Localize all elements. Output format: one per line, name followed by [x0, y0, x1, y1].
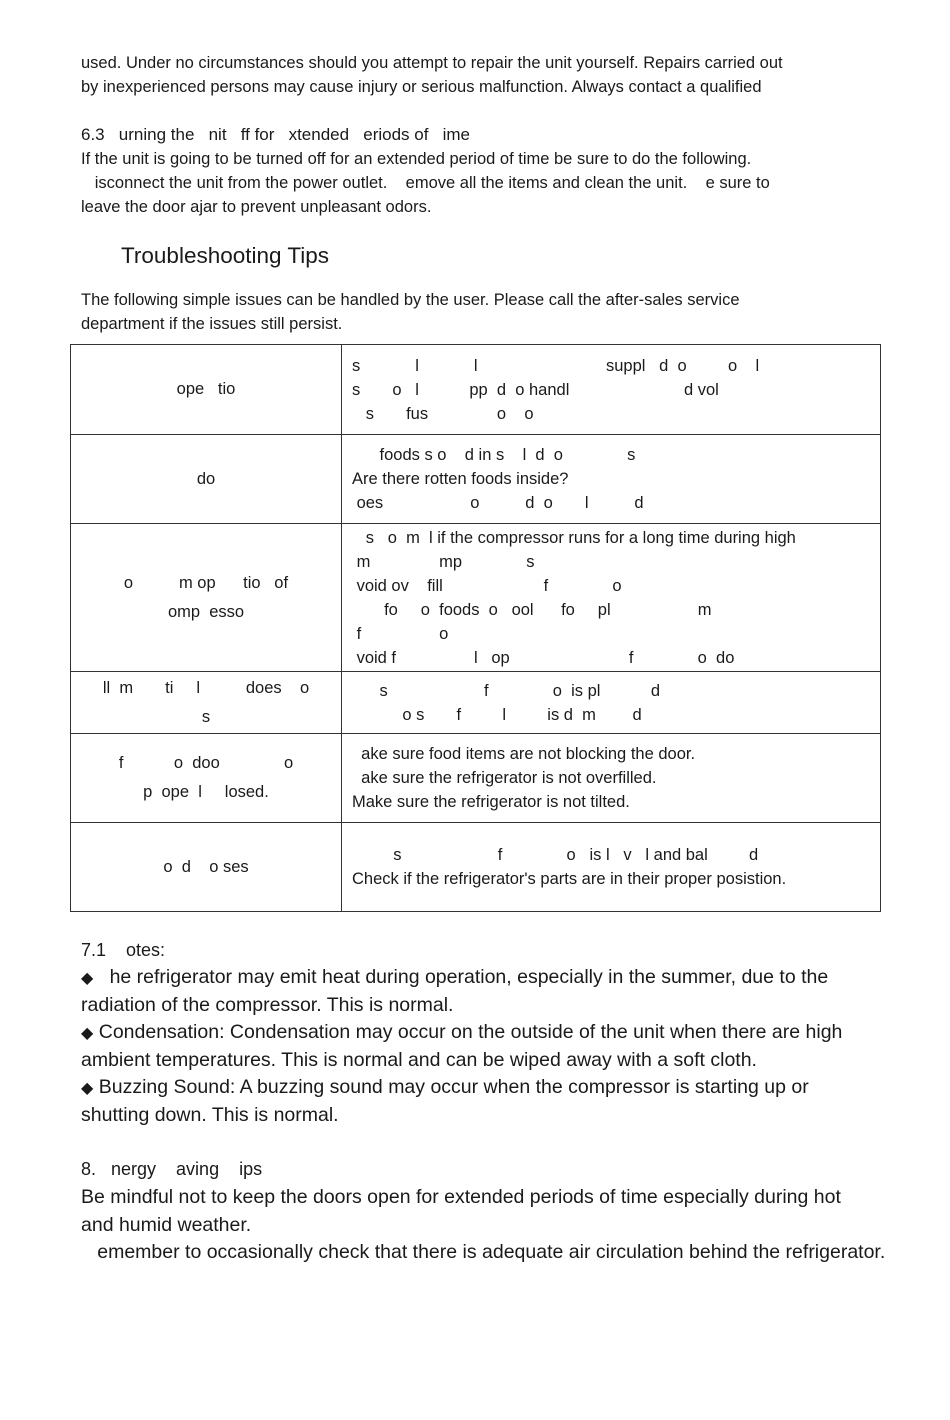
energy-paragraph [81, 1184, 949, 1267]
solution-text: f o [352, 624, 449, 643]
troubleshooting-intro-line: department if the issues still persist. [81, 315, 343, 333]
troubleshooting-intro-line: The following simple issues can be handled by the user. Please call the after-sales service [81, 291, 740, 309]
solution-text: s f o is l v l and bal d [352, 846, 759, 864]
table-row [71, 345, 881, 435]
problem-text: s [201, 707, 211, 726]
solution-text: m mp s [352, 552, 535, 571]
note-text: Condensation: Condensation may occur on the outside of the unit when there are high [93, 1021, 843, 1043]
problem-cell [71, 734, 342, 823]
solution-text: foods s o d in s l d o s [352, 446, 636, 464]
solution-cell [342, 734, 881, 823]
solution-text: s o m l if the compressor runs for a long time during high [352, 528, 796, 547]
problem-text: p ope l losed. [143, 783, 269, 801]
note-text: ambient temperatures. This is normal and can be wiped away with a soft cloth. [81, 1049, 757, 1071]
table-row [71, 734, 881, 823]
note-item [81, 1019, 941, 1074]
table-row [71, 823, 881, 912]
section-6-3-heading: 6.3 urning the nit ff for xtended eriods of ime [81, 125, 471, 144]
problem-text: ll m ti l does o [102, 678, 310, 697]
solution-text: s f o is pl d [352, 681, 661, 700]
problem-cell [71, 524, 342, 672]
solution-cell [342, 672, 881, 734]
note-item [81, 964, 941, 1019]
notes-heading: 7.1 otes: [81, 940, 166, 960]
notes-list [81, 964, 941, 1129]
troubleshooting-title: Troubleshooting Tips [121, 243, 330, 268]
problem-text: o d o ses [163, 857, 249, 876]
problem-cell [71, 345, 342, 435]
table-row [71, 524, 881, 672]
energy-line: emember to occasionally check that there is adequate air circulation behind the refrigerator. [81, 1241, 886, 1263]
solution-text: s l l suppl d o o l [352, 356, 760, 375]
solution-text: Make sure the refrigerator is not tilted. [352, 793, 630, 811]
troubleshooting-table [70, 344, 881, 912]
solution-text: Are there rotten foods inside? [352, 470, 569, 488]
solution-text: s o l pp d o handl d vol [352, 380, 719, 399]
solution-text: Check if the refrigerator's parts are in their proper posistion. [352, 870, 787, 888]
note-text: Buzzing Sound: A buzzing sound may occur when the compressor is starting up or [93, 1076, 809, 1098]
diamond-bullet-icon: ◆ [81, 1080, 94, 1097]
solution-text: fo o foods o ool fo pl m [352, 600, 712, 619]
problem-text: f o doo o [118, 754, 294, 772]
solution-text: o s f l is d m d [352, 705, 642, 724]
solution-text: ake sure the refrigerator is not overfilled. [352, 769, 657, 787]
section-6-3-line: leave the door ajar to prevent unpleasant odors. [81, 198, 432, 216]
solution-text: ake sure food items are not blocking the door. [352, 745, 696, 763]
problem-cell [71, 823, 342, 912]
problem-text: do [196, 469, 216, 488]
solution-cell [342, 435, 881, 524]
problem-cell [71, 435, 342, 524]
diamond-bullet-icon: ◆ [81, 970, 94, 987]
section-6-3-line: isconnect the unit from the power outlet. emove all the items and clean the unit. e sure to [81, 174, 770, 192]
table-row [71, 435, 881, 524]
energy-heading: 8. nergy aving ips [81, 1159, 263, 1179]
problem-text: o m op tio of [123, 573, 289, 592]
solution-text: void f l op f o do [352, 648, 735, 667]
note-text: radiation of the compressor. This is normal. [81, 994, 454, 1016]
solution-cell [342, 345, 881, 435]
solution-text: void ov fill f o [352, 576, 622, 595]
table-row [71, 672, 881, 734]
troubleshooting-intro [81, 288, 881, 336]
problem-text: omp esso [167, 602, 245, 621]
note-text: he refrigerator may emit heat during operation, especially in the summer, due to the [93, 966, 829, 988]
solution-text: s fus o o [352, 404, 534, 423]
energy-line: and humid weather. [81, 1213, 252, 1236]
intro-line: by inexperienced persons may cause injury or serious malfunction. Always contact a qualified [81, 78, 762, 96]
note-text: shutting down. This is normal. [81, 1104, 339, 1126]
intro-paragraph [81, 51, 881, 99]
solution-cell [342, 823, 881, 912]
section-6-3-paragraph [81, 147, 881, 219]
problem-text: ope tio [176, 380, 236, 398]
section-6-3-line: If the unit is going to be turned off for an extended period of time be sure to do the following. [81, 150, 752, 168]
diamond-bullet-icon: ◆ [81, 1025, 94, 1042]
solution-cell [342, 524, 881, 672]
solution-text: oes o d o l d [352, 494, 644, 512]
problem-cell [71, 672, 342, 734]
note-item [81, 1074, 941, 1129]
intro-line: used. Under no circumstances should you attempt to repair the unit yourself. Repairs carried out [81, 54, 783, 72]
energy-line: Be mindful not to keep the doors open for extended periods of time especially during hot [81, 1186, 841, 1208]
